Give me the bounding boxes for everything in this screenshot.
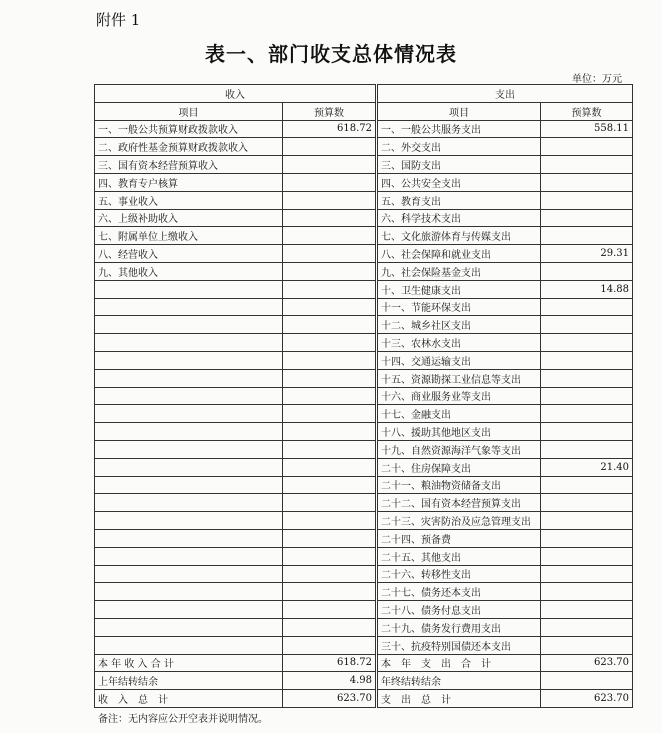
- table-row: [95, 298, 633, 316]
- table-row: [95, 636, 633, 654]
- income-item-cell: [95, 601, 283, 619]
- income-item-cell: [95, 298, 283, 316]
- expense-value-cell: [541, 618, 633, 636]
- table-row: [95, 245, 633, 263]
- table-row: [95, 476, 633, 494]
- expense-item-cell: 二十一、粮油物资储备支出: [377, 476, 541, 494]
- income-item-cell: [95, 405, 283, 423]
- table-row: [95, 262, 633, 280]
- table-row: [95, 227, 633, 245]
- income-value-cell: [283, 423, 377, 441]
- income-item-cell: [95, 512, 283, 530]
- income-item-cell: [95, 316, 283, 334]
- income-item-cell: [95, 440, 283, 458]
- expense-value-cell: [541, 423, 633, 441]
- expense-item-cell: 二十九、债务发行费用支出: [377, 618, 541, 636]
- income-value-cell: [283, 280, 377, 298]
- expense-item-cell: 十八、援助其他地区支出: [377, 423, 541, 441]
- expense-value-cell: [541, 209, 633, 227]
- income-item-cell: [95, 334, 283, 352]
- income-item-cell: [95, 387, 283, 405]
- table-row: [95, 512, 633, 530]
- income-item-cell: 九、其他收入: [95, 262, 283, 280]
- income-item-cell: [95, 351, 283, 369]
- income-value-cell: [283, 565, 377, 583]
- income-item-cell: [95, 458, 283, 476]
- expense-value-cell: [541, 298, 633, 316]
- income-value-cell: 623.70: [283, 690, 377, 708]
- income-item-cell: [95, 547, 283, 565]
- income-value-cell: [283, 227, 377, 245]
- income-item-cell: 上年结转结余: [95, 672, 283, 690]
- table-row: [95, 334, 633, 352]
- income-item-cell: 七、附属单位上缴收入: [95, 227, 283, 245]
- budget-table: [94, 84, 633, 708]
- expense-value-cell: [541, 156, 633, 174]
- expense-value-cell: 558.11: [541, 120, 633, 138]
- summary-row: [95, 654, 633, 672]
- income-item-cell: [95, 636, 283, 654]
- unit-label: 单位：万元: [572, 74, 622, 85]
- expense-value-cell: 21.40: [541, 458, 633, 476]
- expense-value-cell: [541, 138, 633, 156]
- expense-value-cell: [541, 387, 633, 405]
- table-row: [95, 618, 633, 636]
- income-value-cell: [283, 298, 377, 316]
- table-row: [95, 369, 633, 387]
- income-value-cell: [283, 583, 377, 601]
- expense-item-cell: 七、文化旅游体育与传媒支出: [377, 227, 541, 245]
- income-value-cell: [283, 529, 377, 547]
- expense-value-cell: [541, 636, 633, 654]
- income-value-cell: [283, 387, 377, 405]
- table-row: [95, 529, 633, 547]
- income-item-cell: 五、事业收入: [95, 191, 283, 209]
- income-item-cell: 本 年 收 入 合 计: [95, 654, 283, 672]
- table-row: [95, 458, 633, 476]
- income-value-cell: [283, 191, 377, 209]
- expense-value-cell: [541, 440, 633, 458]
- expense-header: 支出: [377, 85, 633, 103]
- income-value-cell: [283, 476, 377, 494]
- table-row: [95, 583, 633, 601]
- table-row: [95, 387, 633, 405]
- summary-row: [95, 672, 633, 690]
- table-row: [95, 191, 633, 209]
- income-value-cell: [283, 636, 377, 654]
- income-item-cell: 三、国有资本经营预算收入: [95, 156, 283, 174]
- expense-value-cell: 29.31: [541, 245, 633, 263]
- table-row: [95, 173, 633, 191]
- expense-value-cell: [541, 565, 633, 583]
- expense-value-cell: [541, 547, 633, 565]
- expense-value-cell: [541, 601, 633, 619]
- table-row: [95, 209, 633, 227]
- expense-value-cell: [541, 672, 633, 690]
- income-item-header: 项目: [95, 102, 283, 120]
- expense-value-cell: [541, 173, 633, 191]
- expense-item-cell: 本 年 支 出 合 计: [377, 654, 541, 672]
- expense-value-cell: [541, 351, 633, 369]
- table-row: [95, 547, 633, 565]
- expense-item-cell: 二十八、债务付息支出: [377, 601, 541, 619]
- income-value-cell: [283, 351, 377, 369]
- expense-item-cell: 二十七、债务还本支出: [377, 583, 541, 601]
- expense-value-cell: [541, 227, 633, 245]
- expense-value-cell: [541, 476, 633, 494]
- expense-item-cell: 五、教育支出: [377, 191, 541, 209]
- expense-value-cell: [541, 583, 633, 601]
- income-value-cell: [283, 440, 377, 458]
- income-item-cell: [95, 423, 283, 441]
- expense-item-cell: 二十四、预备费: [377, 529, 541, 547]
- income-value-cell: [283, 245, 377, 263]
- expense-item-cell: 八、社会保障和就业支出: [377, 245, 541, 263]
- income-value-cell: [283, 369, 377, 387]
- section-header-row: [95, 85, 633, 103]
- table-row: [95, 440, 633, 458]
- income-item-cell: 一、一般公共预算财政拨款收入: [95, 120, 283, 138]
- income-value-cell: [283, 601, 377, 619]
- expense-item-cell: 二十六、转移性支出: [377, 565, 541, 583]
- income-item-cell: 二、政府性基金预算财政拨款收入: [95, 138, 283, 156]
- expense-item-cell: 十六、商业服务业等支出: [377, 387, 541, 405]
- expense-value-cell: [541, 494, 633, 512]
- income-value-cell: [283, 547, 377, 565]
- expense-value-cell: [541, 262, 633, 280]
- table-row: [95, 316, 633, 334]
- expense-item-cell: 六、科学技术支出: [377, 209, 541, 227]
- income-value-cell: 4.98: [283, 672, 377, 690]
- expense-value-cell: [541, 405, 633, 423]
- income-item-cell: [95, 280, 283, 298]
- footnote: 备注：无内容应公开空表并说明情况。: [98, 714, 268, 725]
- income-item-cell: [95, 583, 283, 601]
- table-row: [95, 280, 633, 298]
- table-row: [95, 601, 633, 619]
- table-row: [95, 120, 633, 138]
- income-item-cell: [95, 618, 283, 636]
- expense-item-cell: 十三、农林水支出: [377, 334, 541, 352]
- expense-value-cell: 623.70: [541, 654, 633, 672]
- expense-item-cell: 十、卫生健康支出: [377, 280, 541, 298]
- expense-budget-header: 预算数: [541, 102, 633, 120]
- income-item-cell: 六、上级补助收入: [95, 209, 283, 227]
- expense-item-cell: 四、公共安全支出: [377, 173, 541, 191]
- table-row: [95, 351, 633, 369]
- page-title: 表一、部门收支总体情况表: [205, 42, 457, 66]
- expense-item-cell: 支 出 总 计: [377, 690, 541, 708]
- income-item-cell: 收 入 总 计: [95, 690, 283, 708]
- expense-item-cell: 三十、抗疫特别国债还本支出: [377, 636, 541, 654]
- income-value-cell: 618.72: [283, 120, 377, 138]
- income-value-cell: [283, 512, 377, 530]
- expense-value-cell: [541, 512, 633, 530]
- expense-value-cell: [541, 316, 633, 334]
- income-value-cell: [283, 458, 377, 476]
- income-item-cell: 四、教育专户核算: [95, 173, 283, 191]
- table-row: [95, 156, 633, 174]
- expense-value-cell: [541, 191, 633, 209]
- expense-item-cell: 年终结转结余: [377, 672, 541, 690]
- expense-item-cell: 十四、交通运输支出: [377, 351, 541, 369]
- expense-item-cell: 十五、资源勘探工业信息等支出: [377, 369, 541, 387]
- income-value-cell: [283, 334, 377, 352]
- income-value-cell: [283, 494, 377, 512]
- income-value-cell: [283, 405, 377, 423]
- expense-item-cell: 二十五、其他支出: [377, 547, 541, 565]
- expense-item-cell: 一、一般公共服务支出: [377, 120, 541, 138]
- expense-item-cell: 三、国防支出: [377, 156, 541, 174]
- income-value-cell: 618.72: [283, 654, 377, 672]
- expense-item-cell: 二、外交支出: [377, 138, 541, 156]
- expense-item-cell: 二十三、灾害防治及应急管理支出: [377, 512, 541, 530]
- expense-item-cell: 十七、金融支出: [377, 405, 541, 423]
- expense-value-cell: [541, 529, 633, 547]
- expense-value-cell: [541, 334, 633, 352]
- expense-item-cell: 二十、住房保障支出: [377, 458, 541, 476]
- table-row: [95, 405, 633, 423]
- income-value-cell: [283, 173, 377, 191]
- expense-item-header: 项目: [377, 102, 541, 120]
- summary-row: [95, 690, 633, 708]
- income-item-cell: [95, 565, 283, 583]
- expense-item-cell: 十一、节能环保支出: [377, 298, 541, 316]
- table-row: [95, 138, 633, 156]
- expense-value-cell: 623.70: [541, 690, 633, 708]
- income-item-cell: [95, 529, 283, 547]
- expense-item-cell: 十二、城乡社区支出: [377, 316, 541, 334]
- expense-value-cell: [541, 369, 633, 387]
- income-value-cell: [283, 209, 377, 227]
- income-item-cell: [95, 369, 283, 387]
- income-item-cell: 八、经营收入: [95, 245, 283, 263]
- table-row: [95, 565, 633, 583]
- income-budget-header: 预算数: [283, 102, 377, 120]
- expense-item-cell: 十九、自然资源海洋气象等支出: [377, 440, 541, 458]
- table-row: [95, 494, 633, 512]
- income-header: 收入: [95, 85, 377, 103]
- expense-item-cell: 九、社会保险基金支出: [377, 262, 541, 280]
- income-value-cell: [283, 618, 377, 636]
- column-header-row: [95, 102, 633, 120]
- expense-value-cell: 14.88: [541, 280, 633, 298]
- income-item-cell: [95, 476, 283, 494]
- income-value-cell: [283, 262, 377, 280]
- table-row: [95, 423, 633, 441]
- income-value-cell: [283, 316, 377, 334]
- income-item-cell: [95, 494, 283, 512]
- income-value-cell: [283, 156, 377, 174]
- expense-item-cell: 二十二、国有资本经营预算支出: [377, 494, 541, 512]
- income-value-cell: [283, 138, 377, 156]
- attachment-label: 附件 1: [96, 11, 141, 29]
